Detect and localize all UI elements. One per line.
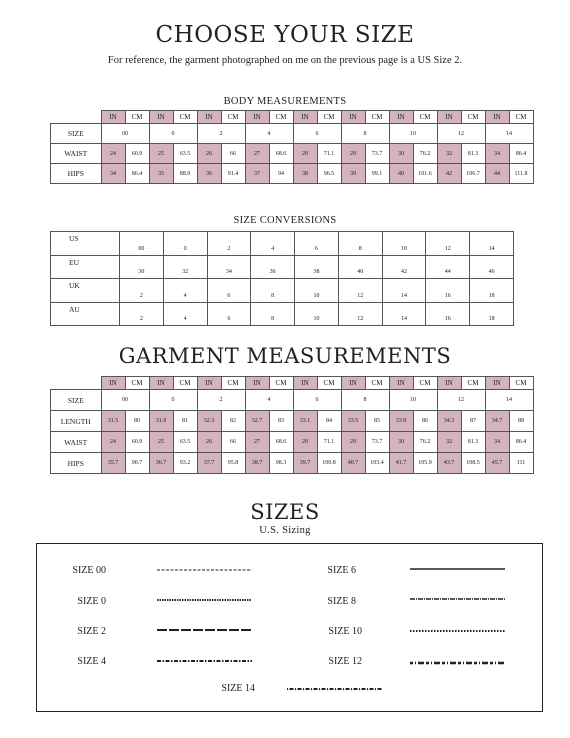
value-cell: 93.2: [173, 453, 197, 474]
value-cell: 36: [197, 164, 221, 184]
value-cell: 94: [269, 164, 293, 184]
conversion-value: 4: [251, 232, 295, 256]
conversion-value: 34: [207, 255, 251, 279]
unit-header-cm: CM: [125, 111, 149, 124]
value-cell: 95.8: [221, 453, 245, 474]
value-cell: 29: [341, 144, 365, 164]
unit-header-in: IN: [437, 111, 461, 124]
value-cell: 91.4: [221, 164, 245, 184]
unit-header-cm: CM: [461, 111, 485, 124]
size-cell: 10: [389, 124, 437, 144]
unit-header-in: IN: [485, 377, 509, 390]
unit-header-cm: CM: [269, 111, 293, 124]
value-cell: 45.7: [485, 453, 509, 474]
unit-header-in: IN: [341, 377, 365, 390]
conversion-value: 42: [382, 255, 426, 279]
value-cell: 88: [509, 411, 533, 432]
value-cell: 100.8: [317, 453, 341, 474]
sizes-subtitle: U.S. Sizing: [259, 525, 311, 536]
value-cell: 35.7: [101, 453, 125, 474]
unit-header-cm: CM: [173, 377, 197, 390]
value-cell: 42: [437, 164, 461, 184]
value-cell: 66: [221, 144, 245, 164]
unit-header-in: IN: [101, 377, 125, 390]
conversion-value: 00: [120, 232, 164, 256]
unit-header-in: IN: [149, 111, 173, 124]
conversion-value: 2: [120, 302, 164, 326]
value-cell: 71.1: [317, 432, 341, 453]
value-cell: 71.1: [317, 144, 341, 164]
value-cell: 86.4: [509, 432, 533, 453]
value-cell: 34.3: [437, 411, 461, 432]
value-cell: 27: [245, 144, 269, 164]
value-cell: 66: [221, 432, 245, 453]
conversion-label: UK: [51, 279, 120, 303]
conversion-value: 4: [163, 279, 207, 303]
conversion-value: 16: [426, 279, 470, 303]
conversion-value: 36: [251, 255, 295, 279]
unit-header-cm: CM: [221, 377, 245, 390]
value-cell: 31.5: [101, 411, 125, 432]
value-cell: 30: [389, 144, 413, 164]
conversion-value: 18: [470, 302, 514, 326]
unit-header-cm: CM: [317, 377, 341, 390]
row-label: LENGTH: [51, 411, 102, 432]
conversion-value: 2: [207, 232, 251, 256]
conversion-value: 12: [338, 302, 382, 326]
value-cell: 106.7: [461, 164, 485, 184]
value-cell: 30: [389, 432, 413, 453]
legend-label-size-10: SIZE 10: [328, 626, 362, 637]
row-label: WAIST: [51, 432, 102, 453]
legend-label-size-6: SIZE 6: [327, 565, 356, 576]
page-title: CHOOSE YOUR SIZE: [155, 22, 415, 48]
value-cell: 81.3: [461, 144, 485, 164]
unit-header-cm: CM: [221, 111, 245, 124]
value-cell: 40.7: [341, 453, 365, 474]
value-cell: 86.4: [509, 144, 533, 164]
unit-header-cm: CM: [365, 377, 389, 390]
value-cell: 27: [245, 432, 269, 453]
value-cell: 111.8: [509, 164, 533, 184]
value-cell: 33.5: [341, 411, 365, 432]
value-cell: 36.7: [149, 453, 173, 474]
unit-header-in: IN: [293, 377, 317, 390]
value-cell: 80: [125, 411, 149, 432]
row-label: HIPS: [51, 164, 102, 184]
value-cell: 105.9: [413, 453, 437, 474]
size-cell: 00: [101, 124, 149, 144]
size-cell: 2: [197, 124, 245, 144]
value-cell: 63.5: [173, 432, 197, 453]
value-cell: 60.9: [125, 144, 149, 164]
value-cell: 81.3: [461, 432, 485, 453]
value-cell: 29: [341, 432, 365, 453]
unit-header-in: IN: [341, 111, 365, 124]
value-cell: 34.7: [485, 411, 509, 432]
value-cell: 101.6: [413, 164, 437, 184]
conversion-value: 30: [120, 255, 164, 279]
value-cell: 28: [293, 432, 317, 453]
value-cell: 39: [341, 164, 365, 184]
legend-label-size-8: SIZE 8: [327, 596, 356, 607]
conversion-value: 12: [338, 279, 382, 303]
value-cell: 43.7: [437, 453, 461, 474]
legend-label-size-00: SIZE 00: [72, 565, 106, 576]
conversion-value: 16: [426, 302, 470, 326]
value-cell: 63.5: [173, 144, 197, 164]
unit-header-in: IN: [293, 111, 317, 124]
row-label: SIZE: [51, 390, 102, 411]
size-cell: 00: [101, 390, 149, 411]
size-cell: 8: [341, 390, 389, 411]
conversion-value: 12: [426, 232, 470, 256]
value-cell: 86: [413, 411, 437, 432]
value-cell: 96.5: [317, 164, 341, 184]
size-cell: 0: [149, 390, 197, 411]
conversion-value: 0: [163, 232, 207, 256]
value-cell: 24: [101, 432, 125, 453]
conversion-value: 8: [251, 279, 295, 303]
size-cell: 4: [245, 390, 293, 411]
value-cell: 32: [437, 432, 461, 453]
value-cell: 87: [461, 411, 485, 432]
value-cell: 73.7: [365, 432, 389, 453]
value-cell: 86.4: [125, 164, 149, 184]
conversion-value: 14: [470, 232, 514, 256]
unit-header-cm: CM: [317, 111, 341, 124]
row-label: SIZE: [51, 124, 102, 144]
conversion-value: 14: [382, 302, 426, 326]
value-cell: 34: [485, 144, 509, 164]
conversion-value: 18: [470, 279, 514, 303]
legend-label-size-0: SIZE 0: [77, 596, 106, 607]
size-cell: 12: [437, 124, 485, 144]
value-cell: 26: [197, 144, 221, 164]
unit-header-cm: CM: [125, 377, 149, 390]
legend-label-size-4: SIZE 4: [77, 656, 106, 667]
value-cell: 81: [173, 411, 197, 432]
value-cell: 108.5: [461, 453, 485, 474]
unit-header-cm: CM: [461, 377, 485, 390]
value-cell: 32.3: [197, 411, 221, 432]
size-cell: 14: [485, 390, 533, 411]
value-cell: 38.7: [245, 453, 269, 474]
value-cell: 28: [293, 144, 317, 164]
conversion-label: EU: [51, 255, 120, 279]
conversion-value: 46: [470, 255, 514, 279]
value-cell: 99.1: [365, 164, 389, 184]
value-cell: 82: [221, 411, 245, 432]
size-cell: 4: [245, 124, 293, 144]
value-cell: 35: [149, 164, 173, 184]
value-cell: 76.2: [413, 144, 437, 164]
unit-header-cm: CM: [509, 111, 533, 124]
conversion-label: US: [51, 232, 120, 256]
unit-header-in: IN: [197, 377, 221, 390]
unit-header-in: IN: [245, 377, 269, 390]
unit-header-in: IN: [197, 111, 221, 124]
value-cell: 26: [197, 432, 221, 453]
unit-header-in: IN: [245, 111, 269, 124]
value-cell: 44: [485, 164, 509, 184]
value-cell: 111: [509, 453, 533, 474]
conversion-value: 10: [295, 302, 339, 326]
unit-header-in: IN: [437, 377, 461, 390]
size-cell: 0: [149, 124, 197, 144]
value-cell: 32: [437, 144, 461, 164]
size-cell: 6: [293, 124, 341, 144]
conversion-value: 38: [295, 255, 339, 279]
value-cell: 90.7: [125, 453, 149, 474]
value-cell: 103.4: [365, 453, 389, 474]
unit-header-cm: CM: [365, 111, 389, 124]
value-cell: 41.7: [389, 453, 413, 474]
conversion-value: 4: [163, 302, 207, 326]
page-subtitle: For reference, the garment photographed on me on the previous page is a US Size 2.: [107, 55, 463, 66]
unit-header-cm: CM: [413, 111, 437, 124]
conversion-value: 32: [163, 255, 207, 279]
size-cell: 8: [341, 124, 389, 144]
unit-header-in: IN: [149, 377, 173, 390]
size-cell: 14: [485, 124, 533, 144]
size-cell: 2: [197, 390, 245, 411]
value-cell: 33.1: [293, 411, 317, 432]
conversion-value: 44: [426, 255, 470, 279]
value-cell: 34: [485, 432, 509, 453]
size-cell: 6: [293, 390, 341, 411]
value-cell: 39.7: [293, 453, 317, 474]
legend-label-size-2: SIZE 2: [77, 626, 106, 637]
unit-header-cm: CM: [509, 377, 533, 390]
unit-header-in: IN: [389, 111, 413, 124]
value-cell: 37: [245, 164, 269, 184]
conversion-label: AU: [51, 302, 120, 326]
value-cell: 32.7: [245, 411, 269, 432]
conversion-value: 6: [207, 302, 251, 326]
value-cell: 85: [365, 411, 389, 432]
body-measurements-title: BODY MEASUREMENTS: [223, 96, 347, 107]
row-label: WAIST: [51, 144, 102, 164]
conversion-value: 10: [295, 279, 339, 303]
unit-header-cm: CM: [173, 111, 197, 124]
size-conversions-title: SIZE CONVERSIONS: [233, 215, 337, 226]
legend-label-size-12: SIZE 12: [328, 656, 362, 667]
conversion-value: 6: [207, 279, 251, 303]
value-cell: 84: [317, 411, 341, 432]
conversion-value: 2: [120, 279, 164, 303]
value-cell: 31.9: [149, 411, 173, 432]
conversion-value: 8: [251, 302, 295, 326]
value-cell: 25: [149, 144, 173, 164]
value-cell: 73.7: [365, 144, 389, 164]
value-cell: 37.7: [197, 453, 221, 474]
conversion-value: 8: [338, 232, 382, 256]
value-cell: 33.9: [389, 411, 413, 432]
row-label: HIPS: [51, 453, 102, 474]
value-cell: 68.6: [269, 144, 293, 164]
conversion-value: 14: [382, 279, 426, 303]
unit-header-in: IN: [389, 377, 413, 390]
unit-header-in: IN: [485, 111, 509, 124]
conversion-value: 6: [295, 232, 339, 256]
sizes-title: SIZES: [250, 500, 320, 524]
unit-header-in: IN: [101, 111, 125, 124]
legend-label-size-14: SIZE 14: [221, 683, 255, 694]
value-cell: 40: [389, 164, 413, 184]
value-cell: 60.9: [125, 432, 149, 453]
value-cell: 76.2: [413, 432, 437, 453]
unit-header-cm: CM: [269, 377, 293, 390]
size-cell: 12: [437, 390, 485, 411]
value-cell: 68.6: [269, 432, 293, 453]
value-cell: 25: [149, 432, 173, 453]
value-cell: 88.9: [173, 164, 197, 184]
unit-header-cm: CM: [413, 377, 437, 390]
conversion-value: 10: [382, 232, 426, 256]
value-cell: 83: [269, 411, 293, 432]
value-cell: 38: [293, 164, 317, 184]
value-cell: 24: [101, 144, 125, 164]
value-cell: 98.3: [269, 453, 293, 474]
value-cell: 34: [101, 164, 125, 184]
conversion-value: 40: [338, 255, 382, 279]
garment-measurements-title: GARMENT MEASUREMENTS: [118, 344, 452, 368]
size-cell: 10: [389, 390, 437, 411]
